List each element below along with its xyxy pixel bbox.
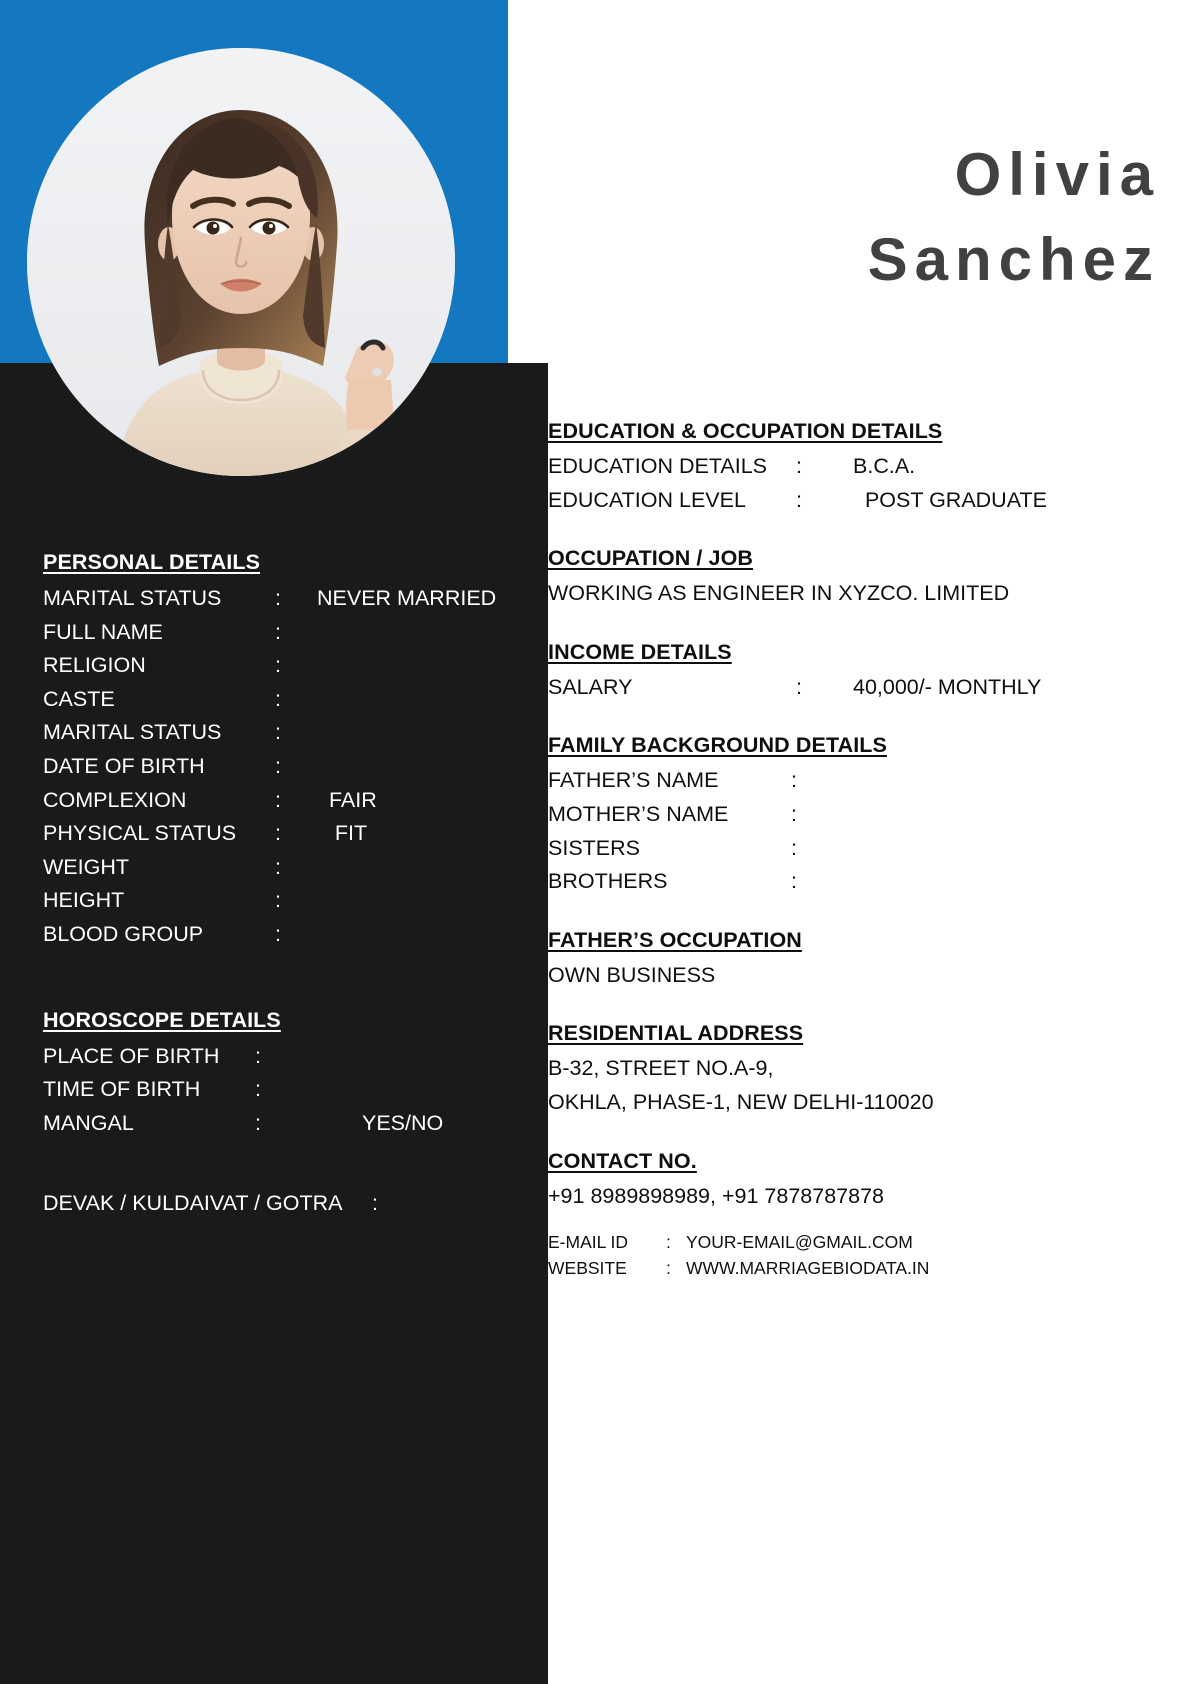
detail-row bbox=[43, 817, 513, 851]
detail-colon: : bbox=[275, 753, 281, 778]
detail-row bbox=[43, 716, 513, 750]
detail-colon: : bbox=[275, 787, 281, 812]
detail-row bbox=[43, 1107, 513, 1141]
detail-label: RELIGION bbox=[43, 653, 146, 678]
detail-colon: : bbox=[791, 869, 797, 894]
detail-label: SISTERS bbox=[548, 835, 640, 860]
detail-label: MARITAL STATUS bbox=[43, 720, 222, 745]
contact-small-lines bbox=[548, 1229, 1148, 1281]
family-background-heading: FAMILY BACKGROUND DETAILS bbox=[548, 733, 887, 758]
contact-phone-numbers: +91 8989898989, +91 7878787878 bbox=[548, 1183, 884, 1208]
detail-row bbox=[43, 582, 513, 616]
website-colon: : bbox=[666, 1258, 671, 1279]
detail-colon: : bbox=[791, 801, 797, 826]
personal-details-heading: PERSONAL DETAILS bbox=[43, 550, 261, 574]
occupation-text: WORKING AS ENGINEER IN XYZCO. LIMITED bbox=[548, 581, 1010, 606]
detail-colon: : bbox=[796, 674, 802, 699]
address-line-2: OKHLA, PHASE-1, NEW DELHI-110020 bbox=[548, 1089, 934, 1114]
detail-label: FULL NAME bbox=[43, 619, 163, 644]
right-details-column bbox=[548, 419, 1148, 1310]
detail-label: PLACE OF BIRTH bbox=[43, 1043, 220, 1068]
detail-value: NEVER MARRIED bbox=[317, 586, 497, 610]
residential-address-heading: RESIDENTIAL ADDRESS bbox=[548, 1021, 804, 1046]
detail-label: EDUCATION DETAILS bbox=[548, 454, 768, 478]
contact-section bbox=[548, 1149, 1148, 1282]
detail-value: YES/NO bbox=[362, 1110, 444, 1135]
detail-colon: : bbox=[275, 619, 281, 644]
detail-colon: : bbox=[275, 921, 281, 946]
section-spacer bbox=[43, 1140, 513, 1187]
detail-colon: : bbox=[275, 854, 281, 879]
detail-colon: : bbox=[796, 487, 802, 512]
horoscope-details-rows bbox=[43, 1040, 513, 1141]
horoscope-details-heading: HOROSCOPE DETAILS bbox=[43, 1007, 281, 1032]
detail-label: BROTHERS bbox=[548, 869, 668, 894]
detail-row bbox=[548, 798, 1148, 832]
left-details-column bbox=[43, 550, 513, 1221]
detail-row bbox=[43, 683, 513, 717]
name-first: Olivia bbox=[954, 141, 1160, 208]
family-background-section bbox=[548, 733, 1148, 898]
detail-label: COMPLEXION bbox=[43, 787, 187, 812]
detail-colon: : bbox=[796, 454, 802, 478]
detail-colon: : bbox=[372, 1191, 378, 1216]
education-occupation-heading: EDUCATION & OCCUPATION DETAILS bbox=[548, 419, 943, 443]
detail-colon: : bbox=[255, 1043, 261, 1068]
personal-details-rows bbox=[43, 582, 513, 952]
detail-colon: : bbox=[791, 835, 797, 860]
detail-label: CASTE bbox=[43, 686, 115, 711]
detail-label: MARITAL STATUS bbox=[43, 586, 222, 610]
detail-value: B.C.A. bbox=[853, 454, 916, 478]
detail-label: MANGAL bbox=[43, 1110, 134, 1135]
detail-colon: : bbox=[275, 888, 281, 913]
avatar bbox=[27, 48, 455, 476]
detail-label: HEIGHT bbox=[43, 888, 125, 913]
detail-row bbox=[43, 649, 513, 683]
detail-label: TIME OF BIRTH bbox=[43, 1077, 201, 1102]
father-occupation-heading: FATHER’S OCCUPATION bbox=[548, 927, 802, 952]
detail-label: SALARY bbox=[548, 674, 633, 699]
income-section bbox=[548, 640, 1148, 705]
detail-row bbox=[548, 671, 1148, 705]
detail-colon: : bbox=[275, 821, 281, 846]
detail-colon: : bbox=[275, 586, 281, 610]
detail-label: DEVAK / KULDAIVAT / GOTRA bbox=[43, 1191, 343, 1216]
detail-colon: : bbox=[275, 720, 281, 745]
detail-row bbox=[43, 784, 513, 818]
email-row bbox=[548, 1229, 1148, 1255]
detail-row bbox=[43, 884, 513, 918]
detail-row bbox=[43, 1073, 513, 1107]
detail-row bbox=[43, 750, 513, 784]
website-label: WEBSITE bbox=[548, 1258, 627, 1279]
detail-row bbox=[43, 1040, 513, 1074]
detail-label: EDUCATION LEVEL bbox=[548, 487, 746, 512]
detail-colon: : bbox=[255, 1077, 261, 1102]
website-value[interactable]: WWW.MARRIAGEBIODATA.IN bbox=[686, 1258, 930, 1279]
detail-row bbox=[43, 918, 513, 952]
detail-label: PHYSICAL STATUS bbox=[43, 821, 237, 846]
detail-row bbox=[548, 832, 1148, 866]
contact-heading: CONTACT NO. bbox=[548, 1148, 697, 1173]
detail-value: FIT bbox=[317, 821, 368, 846]
occupation-heading: OCCUPATION / JOB bbox=[548, 546, 754, 571]
portrait-photo-illustration bbox=[27, 48, 455, 476]
detail-row bbox=[43, 851, 513, 885]
detail-label: DATE OF BIRTH bbox=[43, 753, 205, 778]
horoscope-details-section bbox=[43, 1008, 513, 1141]
email-value[interactable]: YOUR-EMAIL@GMAIL.COM bbox=[686, 1232, 913, 1253]
name-last: Sanchez bbox=[867, 226, 1160, 294]
email-colon: : bbox=[666, 1232, 671, 1253]
address-line-1: B-32, STREET NO.A-9, bbox=[548, 1056, 774, 1081]
detail-row bbox=[548, 764, 1148, 798]
website-row bbox=[548, 1255, 1148, 1281]
detail-value: POST GRADUATE bbox=[853, 487, 1047, 512]
detail-label: WEIGHT bbox=[43, 854, 129, 879]
detail-row bbox=[43, 616, 513, 650]
detail-colon: : bbox=[255, 1110, 261, 1135]
detail-label: FATHER’S NAME bbox=[548, 768, 719, 793]
detail-colon: : bbox=[275, 653, 281, 678]
father-occupation-section bbox=[548, 928, 1148, 993]
devak-kuldaivat-gotra-row bbox=[43, 1187, 513, 1221]
detail-colon: : bbox=[275, 686, 281, 711]
detail-label: BLOOD GROUP bbox=[43, 921, 204, 946]
email-label: E-MAIL ID bbox=[548, 1232, 629, 1253]
education-occupation-section bbox=[548, 419, 1148, 517]
income-heading: INCOME DETAILS bbox=[548, 639, 732, 664]
detail-row bbox=[548, 450, 1148, 484]
occupation-section bbox=[548, 546, 1148, 611]
detail-value: 40,000/- MONTHLY bbox=[853, 674, 1042, 699]
detail-row bbox=[548, 865, 1148, 899]
detail-row bbox=[548, 484, 1148, 518]
page-title bbox=[600, 132, 1160, 302]
father-occupation-text: OWN BUSINESS bbox=[548, 962, 716, 987]
personal-details-section bbox=[43, 550, 513, 952]
residential-address-section bbox=[548, 1021, 1148, 1119]
detail-label: MOTHER’S NAME bbox=[548, 801, 729, 826]
detail-value: FAIR bbox=[317, 787, 377, 812]
detail-colon: : bbox=[791, 768, 797, 793]
section-spacer bbox=[43, 952, 513, 1008]
